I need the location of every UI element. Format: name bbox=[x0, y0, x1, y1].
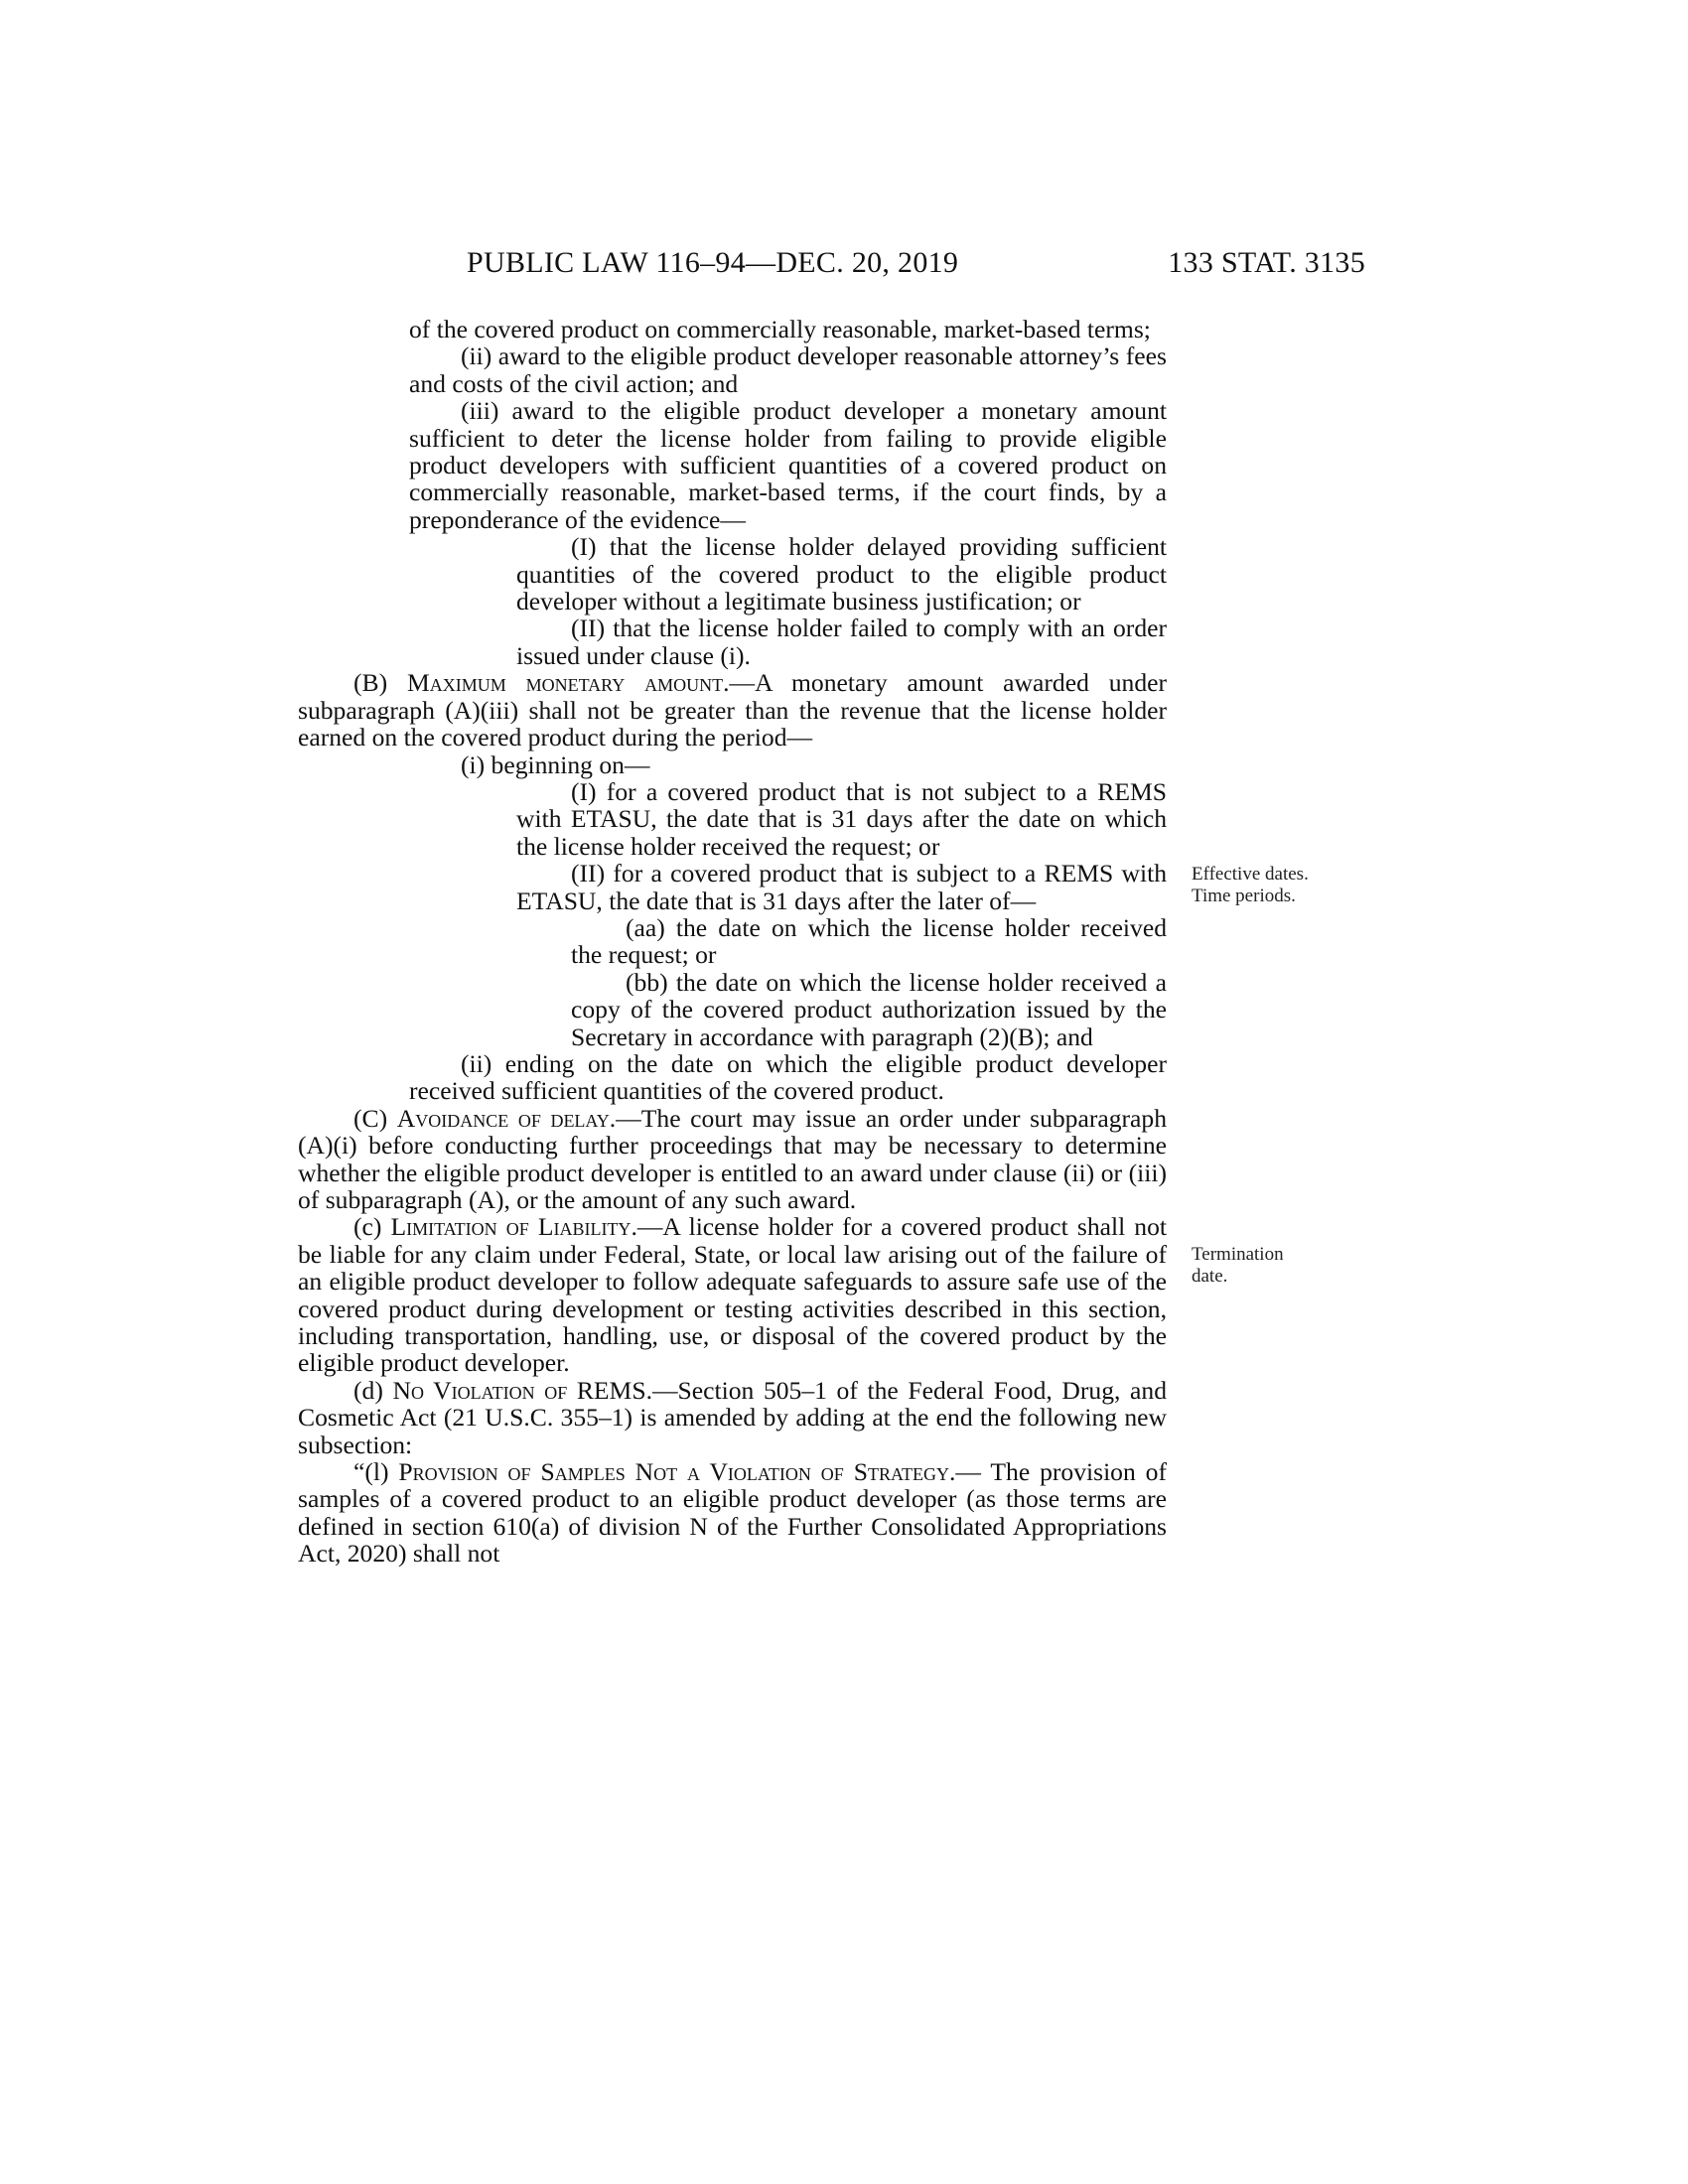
paragraph-designation: (c) bbox=[353, 1212, 391, 1242]
paragraph-heading: Maximum monetary amount bbox=[407, 668, 724, 698]
body-paragraph bbox=[516, 778, 1167, 860]
paragraph-text: of the covered product on commercially reasonable, market-based terms; bbox=[409, 315, 1151, 343]
body-text bbox=[298, 316, 1167, 1568]
margin-note-line: Termination bbox=[1192, 1244, 1284, 1265]
margin-note-termination-date bbox=[1192, 1244, 1360, 1288]
paragraph-text: (I) for a covered product that is not subject to a REMS with ETASU, the date that is 31 days after the date on which the license holder received the request; or bbox=[516, 776, 1167, 861]
paragraph-text: (ii) award to the eligible product developer reasonable attorney’s fees and costs of the civil action; and bbox=[409, 341, 1167, 398]
body-paragraph bbox=[298, 1377, 1167, 1458]
body-paragraph bbox=[298, 1458, 1167, 1568]
paragraph-text: (I) that the license holder delayed providing sufficient quantities of the covered product to the eligible product developer without a legitimate business justification; or bbox=[516, 532, 1167, 616]
body-paragraph bbox=[571, 914, 1167, 969]
margin-note-line: Effective dates. bbox=[1192, 864, 1309, 885]
paragraph-text: (ii) ending on the date on which the eligible product developer received sufficient quantities of the covered product. bbox=[409, 1048, 1167, 1106]
paragraph-text: (i) beginning on— bbox=[461, 750, 650, 779]
paragraph-heading: Provision of Samples Not a Violation of Strategy bbox=[398, 1457, 949, 1487]
paragraph-designation: “(l) bbox=[353, 1457, 399, 1487]
margin-note-effective-dates bbox=[1192, 864, 1360, 907]
paragraph-designation: (B) bbox=[353, 668, 407, 698]
paragraph-text: .—The court may issue an order under subparagraph (A)(i) before conducting further proceedings that may be necessary to determine whether the eligible product developer is entitled to an award under clause (ii) or (iii) of subparagraph (A), or the amount of any such award. bbox=[298, 1103, 1167, 1214]
paragraph-text: .— The provision of samples of a covered product to an eligible product developer (as those terms are defined in section 610(a) of division N of the Further Consolidated Appropriations Act, 2020) shall not bbox=[298, 1457, 1167, 1569]
paragraph-text: .—Section 505–1 of the Federal Food, Drug, and Cosmetic Act (21 U.S.C. 355–1) is amended by adding at the end the following new subsection: bbox=[298, 1375, 1168, 1459]
body-paragraph bbox=[516, 614, 1167, 669]
paragraph-text: (II) that the license holder failed to comply with an order issued under clause (i). bbox=[516, 614, 1167, 670]
paragraph-heading: Limitation of Liability bbox=[390, 1212, 632, 1242]
body-paragraph bbox=[298, 1213, 1167, 1376]
paragraph-text: .—A license holder for a covered product shall not be liable for any claim under Federal, State, or local law arising out of the failure of an eligible product developer to follow adequate safeguards to assure safe use of the covered product during development or testing activities described in this section, including transportation, handling, use, or disposal of the covered product by the eligible product developer. bbox=[298, 1212, 1167, 1378]
body-paragraph bbox=[409, 397, 1167, 533]
header-law: PUBLIC LAW 116–94—DEC. 20, 2019 bbox=[467, 246, 959, 279]
paragraph-text: .—A monetary amount awarded under subparagraph (A)(iii) shall not be greater than the revenue that the license holder earned on the covered product during the period— bbox=[298, 668, 1168, 752]
running-header bbox=[467, 246, 1365, 282]
body-paragraph bbox=[409, 1050, 1167, 1105]
body-paragraph bbox=[409, 316, 1167, 342]
paragraph-heading: Avoidance of delay bbox=[396, 1103, 610, 1133]
body-paragraph bbox=[409, 342, 1167, 397]
body-paragraph bbox=[516, 533, 1167, 614]
body-paragraph bbox=[298, 669, 1167, 751]
paragraph-heading: No Violation of REMS bbox=[392, 1375, 646, 1405]
margin-note-line: Time periods. bbox=[1192, 886, 1296, 906]
body-paragraph bbox=[571, 969, 1167, 1050]
paragraph-text: (iii) award to the eligible product developer a monetary amount sufficient to deter the license holder from failing to provide eligible product developers with sufficient quantities of a covered product on commercially reasonable, market-based terms, if the court finds, by a preponderance of the evidence— bbox=[409, 396, 1167, 534]
header-stat-page: 133 STAT. 3135 bbox=[1168, 246, 1365, 279]
body-paragraph bbox=[409, 751, 1167, 778]
paragraph-text: (aa) the date on which the license holder received the request; or bbox=[571, 912, 1167, 970]
paragraph-text: (bb) the date on which the license holder received a copy of the covered product authorization issued by the Secretary in accordance with paragraph (2)(B); and bbox=[571, 967, 1167, 1051]
paragraph-designation: (d) bbox=[353, 1375, 393, 1405]
paragraph-text: (II) for a covered product that is subject to a REMS with ETASU, the date that is 31 days after the later of— bbox=[516, 859, 1167, 915]
paragraph-designation: (C) bbox=[353, 1103, 397, 1133]
body-paragraph bbox=[298, 1105, 1167, 1214]
margin-note-line: date. bbox=[1192, 1266, 1228, 1287]
body-paragraph bbox=[516, 860, 1167, 914]
